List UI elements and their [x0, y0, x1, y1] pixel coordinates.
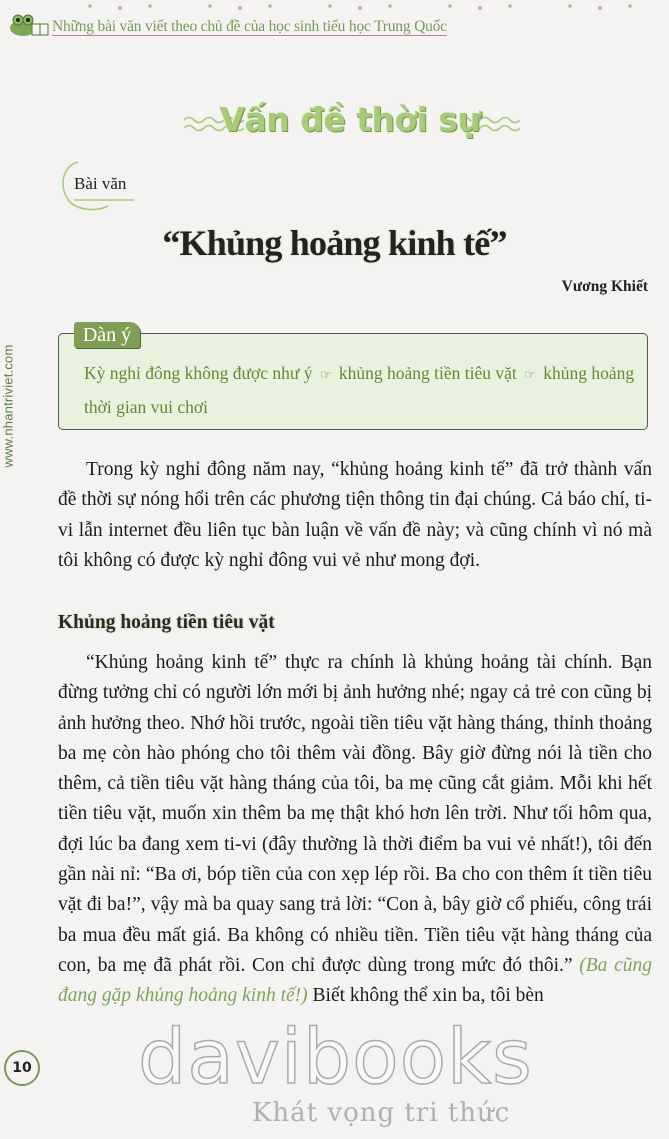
author-name: Vương Khiết [561, 278, 648, 295]
outline-label: Dàn ý [74, 322, 140, 348]
genre-label: Bài văn [74, 174, 127, 193]
essay-title: “Khủng hoảng kinh tế” [162, 223, 507, 263]
page-number: 10 [4, 1050, 40, 1086]
pointing-hand-icon: ☞ [524, 367, 536, 382]
decorative-stars-dots [80, 2, 660, 12]
intro-paragraph [58, 455, 652, 576]
body-text: “Khủng hoảng kinh tế” thực ra chính là khủng hoảng tài chính. Bạn đừng tưởng chỉ có người lớn mới bị ảnh hưởng nhé; ngay cả trẻ con cũng bị ảnh hưởng theo. Nhớ hồi trước, ngoài tiền tiêu vặt hàng tháng, thỉnh thoảng ba mẹ còn hào phóng cho tôi thêm vài đồng. Bây giờ đừng nói là tiền cho thêm, cả tiền tiêu vặt hàng tháng của tôi, ba mẹ cũng cắt giảm. Mỗi khi hết tiền tiêu vặt, muốn xin thêm ba mẹ thật khó hơn lên trời. Như tối hôm qua, đợi lúc ba đang xem ti-vi (đây thường là thời điểm ba vui vẻ nhất!), tôi đến gần nài nỉ: “Ba ơi, bóp tiền của con xẹp lép rồi. Ba cho con thêm ít tiền tiêu vặt đi ba!”, vậy mà ba quay sang trả lời: “Con à, bây giờ cổ phiếu, công trái ba mua đều mất giá. Ba không có nhiều tiền. Tiền tiêu vặt hàng tháng của con, ba mẹ đã phát rồi. Con chỉ được dùng trong mức đó thôi.” [58, 652, 652, 976]
section-heading: Khủng hoảng tiền tiêu vặt [58, 612, 275, 633]
book-title: Những bài văn viết theo chủ đề của học sinh tiểu học Trung Quốc [52, 18, 447, 35]
pointing-hand-icon: ☞ [319, 367, 332, 382]
side-website-url: www.nhantriviet.com [0, 344, 16, 468]
outline-item: khủng hoảng tiền tiêu vặt [338, 363, 517, 383]
watermark-slogan: Khát vọng tri thức [252, 1098, 511, 1128]
intro-text: Trong kỳ nghỉ đông năm nay, “khủng hoảng kinh tế” đã trở thành vấn đề thời sự nóng hổi trên các phương tiện thông tin đại chúng. Cả báo chí, ti-vi lẫn internet đều liên tục bàn luận về vấn đề này; và cũng chính vì nó mà tôi không có được kỳ nghỉ đông vui vẻ như mong đợi. [58, 459, 652, 571]
body-paragraph [58, 648, 652, 1012]
outline-item: khủng hoảng thời gian vui chơi [84, 363, 635, 417]
outline-item: Kỳ nghỉ đông không được như ý [84, 363, 313, 383]
page-header-band [0, 0, 669, 46]
watermark-logo: davibooks [138, 1012, 533, 1101]
body-tail: Biết không thể xin ba, tôi bèn [312, 985, 544, 1007]
chapter-topic [190, 100, 510, 152]
frog-reading-icon [8, 12, 50, 38]
aside-remark: (Ba cũng đang gặp khủng hoảng kinh tế!) [58, 954, 653, 1007]
outline-list [84, 357, 640, 423]
topic-title: Vấn đề thời sự [219, 100, 481, 139]
